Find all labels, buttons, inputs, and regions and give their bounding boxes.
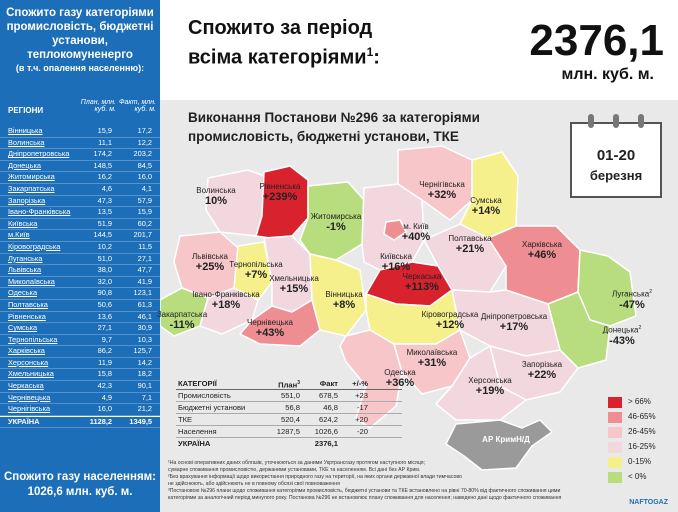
region-fact: 21,2 bbox=[137, 404, 152, 414]
map-label-poltava bbox=[430, 233, 510, 255]
region-fact: 57,9 bbox=[137, 195, 152, 205]
plan-header-text: План bbox=[278, 380, 298, 390]
region-plan: 144,5 bbox=[93, 230, 112, 240]
map-label-name bbox=[592, 287, 672, 300]
map-label-chernivtsi bbox=[230, 317, 310, 339]
map-label-name-text: Львівська bbox=[192, 252, 228, 261]
region-name[interactable]: Харківська bbox=[8, 346, 45, 356]
region-plan: 32,0 bbox=[97, 276, 112, 286]
region-name[interactable]: Кіровоградська bbox=[8, 241, 61, 251]
region-plan: 51,9 bbox=[97, 218, 112, 228]
legend-item bbox=[608, 425, 678, 440]
map-label-value: +17% bbox=[499, 321, 529, 333]
fact-header: Факт bbox=[319, 379, 338, 388]
region-row bbox=[0, 172, 160, 184]
map-label-name-text: Тернопільська bbox=[229, 260, 283, 269]
category-header: КАТЕГОРІЇ bbox=[178, 379, 217, 388]
region-row bbox=[0, 254, 160, 266]
population-consumption bbox=[0, 470, 160, 500]
region-fact: 203,2 bbox=[133, 149, 152, 159]
legend-item bbox=[608, 410, 678, 425]
subtitle-line-1: Виконання Постанови №296 за категоріями bbox=[188, 110, 480, 125]
region-fact: 84,5 bbox=[137, 160, 152, 170]
region-plan: 9,7 bbox=[101, 334, 112, 344]
map-label-value: 10% bbox=[204, 195, 228, 207]
map-label-name-text: Рівненська bbox=[259, 182, 301, 191]
map-label-footnote: 2 bbox=[638, 325, 642, 331]
region-fact: 4,1 bbox=[141, 183, 152, 193]
region-fact: 47,7 bbox=[137, 265, 152, 275]
map-label-name-text: Черкаська bbox=[402, 272, 442, 281]
subtitle-line-2: промисловість, бюджетні установи, ТКЕ bbox=[188, 129, 459, 144]
legend-item bbox=[608, 395, 678, 410]
region-name[interactable]: Рівненська bbox=[8, 311, 46, 321]
map-label-cherkasy bbox=[382, 271, 462, 293]
region-plan: 10,2 bbox=[97, 241, 112, 251]
category-row bbox=[176, 390, 402, 402]
column-header-region: РЕГІОНИ bbox=[8, 106, 44, 115]
category-fact: 624,2 bbox=[318, 415, 338, 424]
map-label-vinnytsia bbox=[304, 289, 384, 311]
region-row bbox=[0, 369, 160, 381]
map-label-name-text: Харківська bbox=[522, 240, 562, 249]
category-total-label: УКРАЇНА bbox=[178, 439, 211, 448]
category-plan: 1287,5 bbox=[276, 427, 300, 436]
map-label-name-text: АР Крим bbox=[482, 435, 517, 444]
column-headers bbox=[0, 96, 160, 124]
category-row bbox=[176, 402, 402, 414]
map-label-value: +32% bbox=[427, 189, 457, 201]
region-plan: 15,9 bbox=[97, 126, 112, 135]
map-label-value: +22% bbox=[527, 369, 557, 381]
calendar-dates: 01-20 bbox=[596, 147, 636, 164]
map-label-ivano bbox=[186, 289, 266, 311]
map-label-name-text: Київська bbox=[380, 252, 412, 261]
region-row bbox=[0, 126, 160, 138]
region-fact: 41,9 bbox=[137, 276, 152, 286]
region-row bbox=[0, 346, 160, 358]
map-label-value: -43% bbox=[609, 334, 635, 347]
category-plan: 551,0 bbox=[280, 391, 300, 400]
region-row bbox=[0, 300, 160, 312]
region-fact: 15,9 bbox=[137, 207, 152, 217]
region-name[interactable]: Одеська bbox=[8, 288, 38, 298]
category-fact: 46,8 bbox=[323, 403, 338, 412]
map-label-value: +14% bbox=[471, 205, 501, 217]
map-label-name-text: Чернігівська bbox=[419, 180, 465, 189]
map-label-name-text: Хмельницька bbox=[269, 274, 319, 283]
map-label-kherson bbox=[450, 375, 530, 397]
map-label-mykolaiv bbox=[392, 347, 472, 369]
category-total-fact: 2376,1 bbox=[314, 439, 338, 448]
region-row bbox=[0, 196, 160, 208]
map-label-value: Н/Д bbox=[516, 435, 530, 444]
region-plan: 148,5 bbox=[93, 160, 112, 170]
map-label-dnipro bbox=[474, 311, 554, 333]
plan-header-sup: 3 bbox=[297, 380, 300, 386]
sidebar-subheading: (в т.ч. опалення населенню): bbox=[15, 63, 145, 73]
sidebar bbox=[0, 0, 160, 512]
map-label-value: +7% bbox=[244, 269, 268, 281]
category-name: Промисловість bbox=[178, 391, 231, 400]
category-diff: +23 bbox=[355, 391, 368, 400]
map-label-name bbox=[482, 435, 516, 444]
region-fact: 60,2 bbox=[137, 218, 152, 228]
map-label-name-text: Херсонська bbox=[468, 376, 512, 385]
column-header-plan: План, млн. куб. м. bbox=[80, 99, 116, 113]
region-plan: 38,0 bbox=[97, 265, 112, 275]
footnote-line: не здійснюють, або здійснюють не в повному обсязі свої повноваження bbox=[168, 481, 340, 487]
map-label-value: -11% bbox=[169, 319, 195, 331]
region-name[interactable]: Дніпропетровська bbox=[8, 149, 70, 159]
map-label-name-text: Запорізька bbox=[521, 360, 563, 369]
diff-header: +/-% bbox=[352, 379, 368, 388]
region-row bbox=[0, 393, 160, 405]
category-rows bbox=[176, 390, 402, 438]
region-name[interactable]: Черкаська bbox=[8, 381, 44, 391]
map-label-name-text: Донецька bbox=[602, 325, 639, 335]
title-line-2-text: всіма категоріями bbox=[188, 46, 367, 69]
region-name[interactable]: Київська bbox=[8, 218, 38, 228]
region-row bbox=[0, 381, 160, 393]
legend-item bbox=[608, 440, 678, 455]
category-total-row bbox=[176, 438, 402, 449]
map-label-footnote: 2 bbox=[649, 289, 653, 295]
region-plan: 86,2 bbox=[97, 346, 112, 356]
map-label-name-text: Волинська bbox=[196, 186, 236, 195]
region-plan: 16,2 bbox=[97, 172, 112, 182]
map-label-name-text: Вінницька bbox=[325, 290, 363, 299]
region-name[interactable]: Тернопільська bbox=[8, 334, 58, 344]
map-label-donetsk bbox=[582, 323, 662, 347]
total-plan: 1128,2 bbox=[89, 416, 112, 426]
total-value: 2376,1 bbox=[529, 16, 664, 65]
legend-swatch bbox=[608, 412, 622, 423]
region-name[interactable]: Полтавська bbox=[8, 299, 48, 309]
legend-label: 16-25% bbox=[628, 442, 656, 451]
map-label-value: +31% bbox=[417, 357, 447, 369]
region-name[interactable]: Чернігівська bbox=[8, 404, 51, 414]
map-label-value: +8% bbox=[332, 299, 356, 311]
map-label-value: +19% bbox=[475, 385, 505, 397]
region-row bbox=[0, 288, 160, 300]
map-label-luhansk bbox=[592, 287, 672, 311]
map-label-value: +36% bbox=[385, 377, 415, 389]
map-label-rivne bbox=[240, 181, 320, 203]
footnote-line: ³Постановою №296 плани щодо споживання категоріями промисловість, бюджетні установи та ТКЕ встановлено на рівні 70-80% від фактичного споживання цими bbox=[168, 488, 561, 494]
region-name[interactable]: Закарпатська bbox=[8, 183, 55, 193]
region-fact: 30,9 bbox=[137, 323, 152, 333]
map-label-name-text: Житомирська bbox=[310, 212, 362, 221]
region-fact: 10,3 bbox=[137, 334, 152, 344]
map-label-value: +21% bbox=[455, 243, 485, 255]
category-table-header bbox=[176, 378, 402, 390]
region-fact: 123,1 bbox=[133, 288, 152, 298]
map-label-zhytomyr bbox=[296, 211, 376, 233]
region-fact: 90,1 bbox=[137, 381, 152, 391]
category-table bbox=[176, 378, 402, 449]
region-row bbox=[0, 161, 160, 173]
region-plan: 51,0 bbox=[97, 253, 112, 263]
column-header-fact: Факт, млн. куб. м. bbox=[118, 99, 156, 113]
footnote-line: категоріями за аналогічний період минулого року. Постанова №296 не встановлює плану споживання для населення; наведено дані щодо фактичного споживання bbox=[168, 495, 562, 501]
title-footnote-mark: 1 bbox=[366, 45, 374, 59]
category-diff: -20 bbox=[357, 427, 368, 436]
category-fact: 678,5 bbox=[318, 391, 338, 400]
region-row bbox=[0, 138, 160, 150]
region-total-row bbox=[0, 416, 160, 429]
region-plan: 11,1 bbox=[98, 137, 112, 147]
region-plan: 42,3 bbox=[97, 381, 112, 391]
legend-label: < 0% bbox=[628, 472, 647, 481]
region-fact: 125,7 bbox=[133, 346, 152, 356]
category-row bbox=[176, 414, 402, 426]
region-row bbox=[0, 277, 160, 289]
region-row bbox=[0, 219, 160, 231]
region-row bbox=[0, 312, 160, 324]
region-plan: 50,6 bbox=[97, 299, 112, 309]
region-name[interactable]: Сумська bbox=[8, 323, 38, 333]
region-row bbox=[0, 265, 160, 277]
map-label-name-text: м. Київ bbox=[403, 222, 429, 231]
legend-swatch bbox=[608, 442, 622, 453]
map-label-name-text: Сумська bbox=[470, 196, 502, 205]
region-fact: 18,2 bbox=[137, 369, 152, 379]
sidebar-heading: Спожито газу категоріями промисловість, бюджетні установи, теплокомуненерго bbox=[6, 7, 154, 61]
region-plan: 90,8 bbox=[97, 288, 112, 298]
naftogaz-logo: NAFTOGAZ bbox=[629, 499, 668, 506]
region-name[interactable]: Чернівецька bbox=[8, 392, 51, 402]
region-name[interactable]: м.Київ bbox=[8, 230, 30, 240]
population-value: 1026,6 млн. куб. м. bbox=[27, 486, 133, 498]
map-label-name-text: Закарпатська bbox=[156, 310, 208, 319]
region-plan: 47,3 bbox=[97, 195, 112, 205]
map-label-name-text: Івано-Франківська bbox=[192, 290, 260, 299]
legend-label: 26-45% bbox=[628, 427, 656, 436]
region-name[interactable]: Запорізька bbox=[8, 195, 46, 205]
total-name: УКРАЇНА bbox=[8, 416, 40, 426]
region-plan: 15,8 bbox=[97, 369, 112, 379]
region-fact: 46,1 bbox=[137, 311, 152, 321]
main-content bbox=[156, 0, 678, 512]
map-label-name-text: Дніпропетровська bbox=[480, 312, 548, 321]
map-label-zakarpattia bbox=[142, 309, 222, 331]
map-label-value: +239% bbox=[262, 191, 298, 203]
region-fact: 61,3 bbox=[137, 299, 152, 309]
plan-header bbox=[260, 378, 300, 391]
map-label-kharkiv bbox=[502, 239, 582, 261]
region-plan: 13,6 bbox=[97, 311, 112, 321]
map-label-value: -1% bbox=[326, 221, 346, 233]
region-row bbox=[0, 242, 160, 254]
category-name: ТКЕ bbox=[178, 415, 193, 424]
category-name: Населення bbox=[178, 427, 217, 436]
title-colon: : bbox=[373, 46, 380, 69]
region-fact: 17,2 bbox=[137, 126, 152, 135]
region-fact: 11,5 bbox=[138, 241, 152, 251]
region-fact: 27,1 bbox=[137, 253, 152, 263]
legend-label: 0-15% bbox=[628, 457, 652, 466]
category-name: Бюджетні установи bbox=[178, 403, 246, 412]
region-name[interactable]: Донецька bbox=[8, 160, 41, 170]
region-row bbox=[0, 404, 160, 416]
region-name[interactable]: Житомирська bbox=[8, 172, 55, 182]
total-unit: млн. куб. м. bbox=[561, 66, 654, 83]
total-fact: 1349,5 bbox=[129, 416, 152, 426]
map-label-value: +113% bbox=[405, 281, 439, 293]
calendar-month: березня bbox=[589, 168, 643, 183]
legend-label: > 66% bbox=[628, 397, 651, 406]
map-label-value: +43% bbox=[255, 327, 285, 339]
map-label-value: +15% bbox=[279, 283, 309, 295]
region-row bbox=[0, 323, 160, 335]
map-label-value: +25% bbox=[195, 261, 225, 273]
map-label-sumy bbox=[446, 195, 526, 217]
region-fact: 7,1 bbox=[141, 392, 152, 402]
legend-swatch bbox=[608, 427, 622, 438]
map-label-value: +16% bbox=[381, 261, 411, 273]
category-plan: 56,8 bbox=[285, 403, 300, 412]
map-label-name-text: Кіровоградська bbox=[421, 310, 479, 319]
footnote-line: ²Без врахування інформації щодо використання природного газу на території, на яких органи державної влади тимчасово bbox=[168, 474, 462, 480]
region-row bbox=[0, 358, 160, 370]
region-plan: 16,0 bbox=[97, 404, 112, 414]
map-label-crimea bbox=[466, 435, 546, 445]
region-plan: 4,9 bbox=[101, 392, 112, 402]
region-fact: 12,2 bbox=[137, 137, 152, 147]
category-row bbox=[176, 426, 402, 438]
map-label-name-text: Луганська bbox=[611, 289, 650, 299]
category-plan: 520,4 bbox=[280, 415, 300, 424]
region-name[interactable]: Вінницька bbox=[8, 126, 43, 135]
map-label-value: +46% bbox=[527, 249, 557, 261]
population-label: Спожито газу населенням: bbox=[3, 471, 156, 483]
region-fact: 14,2 bbox=[137, 357, 152, 367]
region-plan: 11,9 bbox=[98, 357, 112, 367]
region-row bbox=[0, 207, 160, 219]
region-name[interactable]: Луганська bbox=[8, 253, 43, 263]
region-fact: 201,7 bbox=[133, 230, 152, 240]
region-fact: 16,0 bbox=[137, 172, 152, 182]
map-label-value: +12% bbox=[435, 319, 465, 331]
region-name[interactable]: Миколаївська bbox=[8, 276, 55, 286]
footnote-line: сумарне споживання промисловістю, держаними установами, ТКЕ та населенням. Всі дані без АР Крим. bbox=[168, 467, 421, 473]
region-row bbox=[0, 149, 160, 161]
region-name[interactable]: Волинська bbox=[8, 137, 45, 147]
region-plan: 174,2 bbox=[93, 149, 112, 159]
category-diff: +20 bbox=[355, 415, 368, 424]
map-label-name-text: Полтавська bbox=[448, 234, 492, 243]
map-label-name-text: Миколаївська bbox=[406, 348, 458, 357]
map-label-name bbox=[582, 323, 662, 336]
region-name[interactable]: Івано-Франківська bbox=[8, 207, 71, 217]
region-name[interactable]: Хмельницька bbox=[8, 369, 54, 379]
region-plan: 13,5 bbox=[97, 207, 112, 217]
region-row bbox=[0, 184, 160, 196]
map-label-value: +18% bbox=[211, 299, 241, 311]
map-label-value: +40% bbox=[401, 231, 431, 243]
title-line-1: Спожито за період bbox=[188, 17, 373, 39]
legend-swatch bbox=[608, 397, 622, 408]
map-label-kyivska bbox=[356, 251, 436, 273]
map-label-name-text: Чернівецька bbox=[247, 318, 293, 327]
category-fact: 1026,6 bbox=[314, 427, 338, 436]
region-name[interactable]: Херсонська bbox=[8, 357, 49, 367]
footnote-line: ¹На основі оперативних даних облгазів, уточнюються за даними Укртрансгазу протягом наступного місяця; bbox=[168, 460, 426, 466]
region-plan: 4,6 bbox=[101, 183, 112, 193]
region-row bbox=[0, 335, 160, 347]
region-name[interactable]: Львівська bbox=[8, 265, 42, 275]
legend-label: 46-65% bbox=[628, 412, 656, 421]
map-label-value: -47% bbox=[619, 298, 645, 311]
footnotes bbox=[168, 460, 668, 502]
region-row bbox=[0, 230, 160, 242]
category-diff: -17 bbox=[357, 403, 368, 412]
region-table bbox=[0, 126, 160, 428]
map-label-name-text: Одеська bbox=[384, 368, 416, 377]
region-plan: 27,1 bbox=[97, 323, 112, 333]
